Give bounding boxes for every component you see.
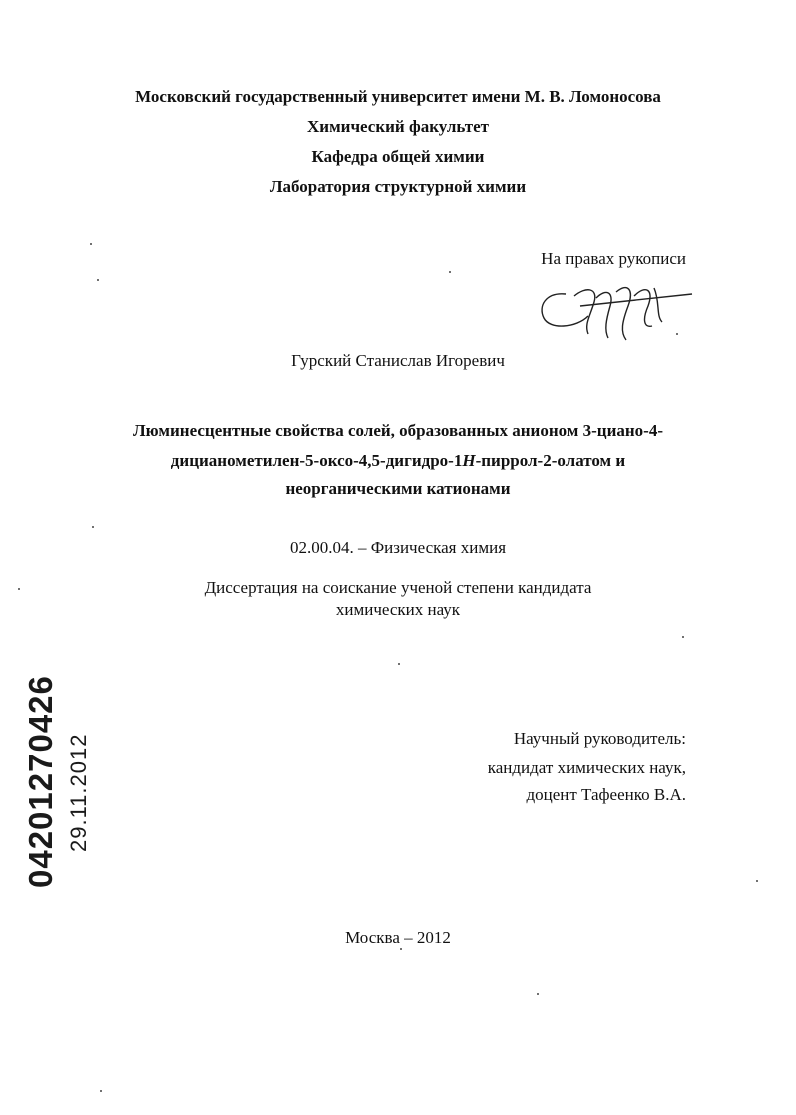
scan-speck: [97, 279, 99, 281]
supervisor-degree: кандидат химических наук,: [487, 758, 686, 777]
scan-speck: [537, 993, 539, 995]
laboratory-name: Лаборатория структурной химии: [269, 177, 527, 196]
scan-speck: [400, 948, 402, 950]
university-name: Московский государственный университет имени М. В. Ломоносова: [135, 87, 661, 106]
dissertation-title-line-1: Люминесцентные свойства солей, образованных анионом 3-циано-4-: [133, 421, 663, 440]
faculty-name: Химический факультет: [307, 117, 489, 136]
scan-speck: [682, 636, 684, 638]
scan-speck: [676, 333, 678, 335]
degree-line-2: химических наук: [335, 600, 461, 619]
supervisor-title: Научный руководитель:: [513, 729, 686, 748]
scan-speck: [398, 663, 400, 665]
scan-speck: [756, 880, 758, 882]
degree-line-1: Диссертация на соискание ученой степени кандидата: [204, 578, 592, 597]
specialty-code: 02.00.04. – Физическая химия: [289, 538, 507, 557]
city-year: Москва – 2012: [345, 928, 451, 947]
title-line-2-part-2: -пиррол-2-олатом и: [475, 451, 626, 470]
author-name: Гурский Станислав Игоревич: [291, 351, 505, 370]
registration-stamp-date: 29.11.2012: [66, 733, 91, 852]
scan-speck: [100, 1090, 102, 1092]
title-line-2-part-1: дицианометилен-5-оксо-4,5-дигидро-1: [170, 451, 463, 470]
scan-speck: [18, 588, 20, 590]
manuscript-note: На правах рукописи: [541, 249, 686, 268]
signature: [536, 276, 696, 342]
scan-speck: [92, 526, 94, 528]
registration-stamp-number: 04201270426: [22, 675, 59, 888]
scan-speck: [449, 271, 451, 273]
dissertation-title-line-2: [0, 450, 796, 472]
title-line-2-italic: H: [462, 451, 476, 470]
supervisor-name: доцент Тафеенко В.А.: [526, 785, 686, 804]
scan-speck: [90, 243, 92, 245]
dissertation-title-line-3: неорганическими катионами: [285, 479, 511, 498]
department-name: Кафедра общей химии: [311, 147, 485, 166]
